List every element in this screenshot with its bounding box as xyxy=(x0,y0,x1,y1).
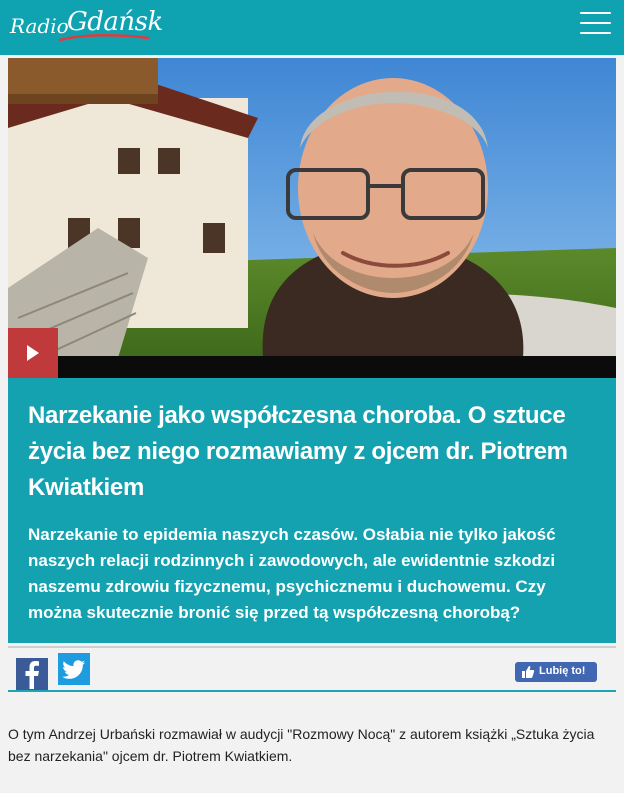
logo-word-radio: Radio xyxy=(10,14,69,38)
article-body-paragraph: O tym Andrzej Urbański rozmawiał w audycji "Rozmowy Nocą" z autorem książki „Sztuka życia bez narzekania" ojcem dr. Piotrem Kwiatkiem. xyxy=(8,726,595,764)
video-thumbnail xyxy=(8,58,616,358)
like-label: Lubię to! xyxy=(539,665,586,677)
thumbs-up-icon xyxy=(521,665,535,679)
play-icon xyxy=(26,344,40,362)
facebook-share-button[interactable] xyxy=(16,658,48,690)
facebook-icon xyxy=(16,658,48,690)
article-headline: Narzekanie jako współczesna choroba. O sztuce życia bez niego rozmawiamy z ojcem dr. Piotrem Kwiatkiem xyxy=(28,402,568,501)
logo-word-gdansk: Gdańsk xyxy=(67,7,163,37)
share-bar xyxy=(8,646,616,692)
article-lead: Narzekanie to epidemia naszych czasów. Osłabia nie tylko jakość naszych relacji rodzinnych i zawodowych, ale ewidentnie szkodzi naszemu zdrowiu fizycznemu, psychicznemu i duchowemu. Czy można skutecznie bronić się przed tą współczesną chorobą? xyxy=(28,525,556,622)
video-progress-bar[interactable] xyxy=(58,356,616,378)
play-button[interactable] xyxy=(8,328,58,378)
top-bar xyxy=(0,0,624,55)
video-player[interactable] xyxy=(8,58,616,378)
radio-gdansk-logo[interactable] xyxy=(10,6,163,46)
article-header xyxy=(8,378,616,643)
hamburger-menu-icon[interactable] xyxy=(580,12,611,34)
twitter-icon xyxy=(58,653,90,685)
facebook-like-button[interactable] xyxy=(515,662,597,682)
logo-swoosh-icon xyxy=(58,32,150,44)
twitter-share-button[interactable] xyxy=(58,653,90,685)
